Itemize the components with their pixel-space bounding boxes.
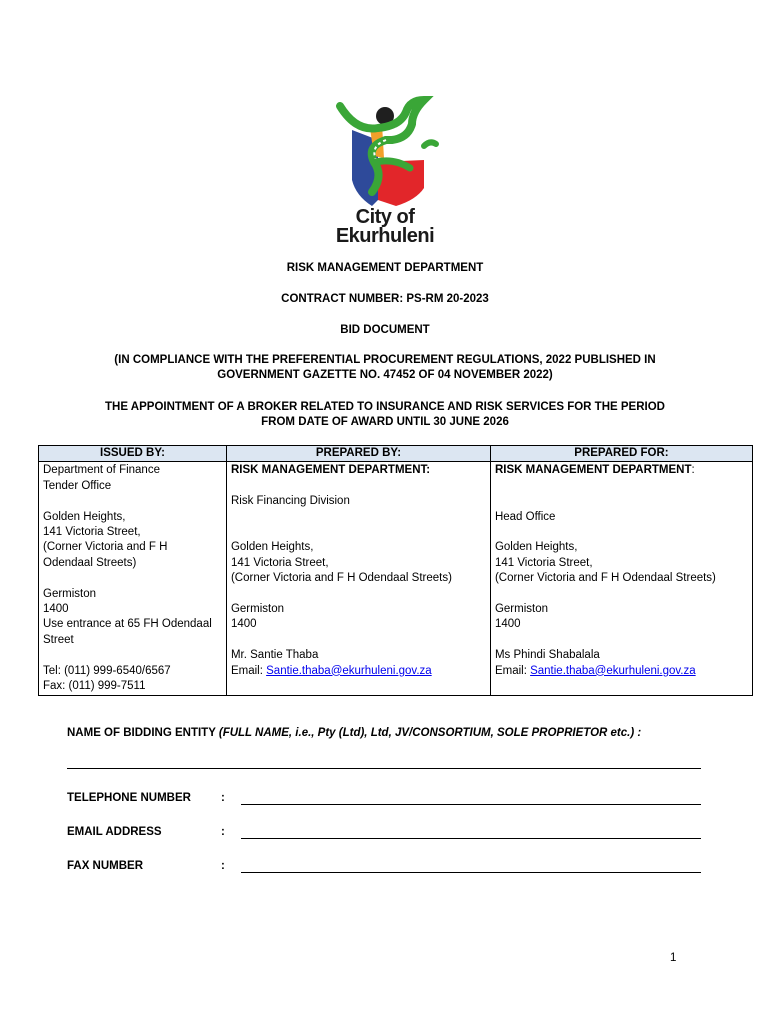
- prepared-for-office: Head Office: [494, 510, 556, 523]
- prepared-for-email-row: [495, 664, 748, 679]
- issued-by-header: ISSUED BY:: [39, 446, 227, 462]
- issued-by-address-1: Golden Heights,: [43, 510, 126, 523]
- prepared-for-city: Germiston: [494, 603, 548, 615]
- email-input-line[interactable]: [241, 838, 701, 839]
- issued-by-entrance-2: Street: [43, 633, 74, 646]
- issued-by-entrance-1: Use entrance at 65 FH Odendaal: [43, 618, 212, 631]
- city-of-ekurhuleni-logo: [312, 88, 458, 248]
- issued-by-address-2: 141 Victoria Street,: [43, 526, 141, 539]
- telephone-label: TELEPHONE NUMBER: [67, 792, 191, 804]
- issued-by-code: 1400: [43, 603, 69, 616]
- appointment-line-1: THE APPOINTMENT OF A BROKER RELATED TO INSURANCE AND RISK SERVICES FOR THE PERIOD: [105, 401, 665, 413]
- department-heading: RISK MANAGEMENT DEPARTMENT: [286, 262, 484, 274]
- contract-number: CONTRACT NUMBER: PS-RM 20-2023: [281, 293, 489, 305]
- telephone-colon: :: [221, 792, 225, 804]
- prepared-by-division: Risk Financing Division: [230, 495, 350, 508]
- issued-by-city: Germiston: [43, 587, 97, 600]
- fax-input-line[interactable]: [241, 872, 701, 873]
- prepared-for-address-2: 141 Victoria Street,: [494, 556, 593, 569]
- prepared-for-dept-row: [495, 463, 748, 478]
- prepared-by-city: Germiston: [230, 603, 285, 615]
- compliance-line-1: (IN COMPLIANCE WITH THE PREFERENTIAL PROCUREMENT REGULATIONS, 2022 PUBLISHED IN: [114, 354, 656, 366]
- prepared-by-header: PREPARED BY:: [226, 446, 490, 462]
- telephone-input-line[interactable]: [241, 804, 701, 805]
- prepared-by-code: 1400: [230, 618, 257, 631]
- prepared-for-header: PREPARED FOR:: [490, 446, 752, 462]
- prepared-for-dept-colon: :: [691, 464, 695, 477]
- prepared-for-code: 1400: [494, 618, 521, 631]
- prepared-for-email-link[interactable]: Santie.thaba@ekurhuleni.gov.za: [530, 664, 696, 677]
- bidding-entity-hint: (FULL NAME, i.e., Pty (Ltd), Ltd, JV/CONSORTIUM, SOLE PROPRIETOR etc.) :: [218, 727, 642, 739]
- prepared-for-contact: Ms Phindi Shabalala: [494, 649, 600, 662]
- page-number: 1: [670, 952, 677, 964]
- prepared-by-cell: [226, 462, 490, 696]
- bidding-entity-label: NAME OF BIDDING ENTITY: [67, 727, 219, 739]
- issued-by-office: Tender Office: [43, 479, 112, 492]
- prepared-by-email-link[interactable]: Santie.thaba@ekurhuleni.gov.za: [266, 664, 432, 677]
- compliance-line-2: GOVERNMENT GAZETTE NO. 47452 OF 04 NOVEMBER 2022): [217, 369, 553, 381]
- fax-colon: :: [221, 860, 225, 872]
- prepared-by-address-2: 141 Victoria Street,: [230, 556, 329, 569]
- issued-by-fax: Fax: (011) 999-7511: [43, 680, 146, 693]
- prepared-by-dept: RISK MANAGEMENT DEPARTMENT:: [230, 464, 431, 477]
- bidding-entity-label-row: [67, 727, 641, 739]
- prepared-by-address-1: Golden Heights,: [230, 541, 314, 554]
- email-label: Email:: [230, 664, 267, 677]
- issued-by-address-3: (Corner Victoria and F H: [43, 541, 168, 554]
- ekurhuleni-emblem-icon: [312, 88, 458, 208]
- prepared-by-contact: Mr. Santie Thaba: [230, 649, 319, 662]
- bid-document-title: BID DOCUMENT: [340, 324, 430, 336]
- email-address-label: EMAIL ADDRESS: [67, 826, 162, 838]
- bidding-entity-input-line[interactable]: [67, 768, 701, 769]
- logo-text-line2: Ekurhuleni: [335, 225, 435, 247]
- fax-number-label: FAX NUMBER: [67, 860, 144, 872]
- prepared-for-cell: [490, 462, 752, 696]
- prepared-by-address-3: (Corner Victoria and F H Odendaal Streets): [230, 572, 452, 585]
- issued-by-dept: Department of Finance: [43, 464, 160, 477]
- prepared-for-address-3: (Corner Victoria and F H Odendaal Streets): [494, 572, 716, 585]
- issued-by-address-4: Odendaal Streets): [43, 556, 137, 569]
- email-colon: :: [221, 826, 225, 838]
- email-label: Email:: [494, 664, 531, 677]
- table-header-row: [39, 446, 753, 462]
- table-row: [39, 462, 753, 696]
- prepared-by-email-row: [231, 664, 486, 679]
- appointment-line-2: FROM DATE OF AWARD UNTIL 30 JUNE 2026: [261, 416, 509, 428]
- logo-text-line1: City of: [355, 206, 415, 228]
- issued-by-cell: [39, 462, 227, 696]
- prepared-for-dept: RISK MANAGEMENT DEPARTMENT: [494, 464, 692, 477]
- issued-by-telephone: Tel: (011) 999-6540/6567: [43, 664, 171, 677]
- issuer-info-table: [38, 445, 753, 696]
- prepared-for-address-1: Golden Heights,: [494, 541, 578, 554]
